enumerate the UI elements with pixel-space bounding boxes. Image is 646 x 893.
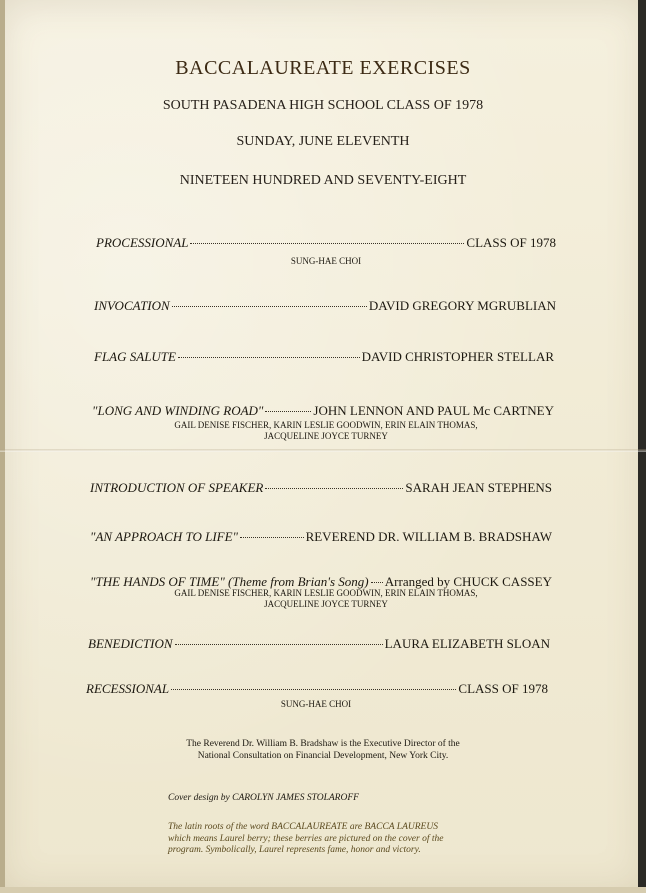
item-label: "AN APPROACH TO LIFE" [90, 529, 239, 544]
item-performer: DAVID CHRISTOPHER STELLAR [361, 349, 554, 364]
year-line: NINETEEN HUNDRED AND SEVENTY-EIGHT [179, 173, 467, 188]
subname-line: JACQUELINE JOYCE TURNEY [264, 599, 388, 609]
speaker-note [0, 738, 646, 762]
leader-dots [265, 488, 403, 489]
item-label: BENEDICTION [88, 636, 173, 651]
subname-line: JACQUELINE JOYCE TURNEY [264, 431, 388, 441]
subname-line: GAIL DENISE FISCHER, KARIN LESLIE GOODWIN, ERIN ELAIN THOMAS, [174, 420, 478, 430]
subname-line: SUNG-HAE CHOI [280, 699, 352, 709]
speaker-note-line: The Reverend Dr. William B. Bradshaw is the Executive Director of the [186, 739, 460, 749]
item-subnames [136, 420, 516, 442]
item-subnames [186, 699, 446, 710]
subname-line: GAIL DENISE FISCHER, KARIN LESLIE GOODWIN, ERIN ELAIN THOMAS, [174, 588, 478, 598]
program-item-processional [96, 235, 556, 251]
subname-line: SUNG-HAE CHOI [290, 256, 362, 266]
item-performer: DAVID GREGORY MGRUBLIAN [368, 298, 556, 313]
item-label: "LONG AND WINDING ROAD" [92, 403, 264, 418]
program-item-flag-salute [94, 349, 554, 365]
program-title: BACCALAUREATE EXERCISES [175, 57, 471, 79]
item-performer: LAURA ELIZABETH SLOAN [384, 636, 550, 651]
item-performer: SARAH JEAN STEPHENS [405, 480, 552, 495]
item-subnames [136, 588, 516, 610]
paper-fold-line [0, 449, 646, 452]
item-label: PROCESSIONAL [96, 235, 189, 250]
program-item-an-approach-to-life [90, 529, 552, 545]
word-origin-line: program. Symbolically, Laurel represents fame, honor and victory. [168, 845, 421, 855]
item-label: INTRODUCTION OF SPEAKER [90, 480, 264, 495]
item-performer: REVEREND DR. WILLIAM B. BRADSHAW [305, 529, 552, 544]
program-item-introduction-of-speaker [90, 480, 552, 496]
item-performer: JOHN LENNON AND PAUL Mc CARTNEY [313, 403, 554, 418]
item-performer: CLASS OF 1978 [466, 235, 556, 250]
leader-dots [371, 582, 383, 583]
program-item-long-and-winding-road [92, 403, 554, 419]
date-line: SUNDAY, JUNE ELEVENTH [236, 134, 410, 149]
leader-dots [175, 644, 383, 645]
item-performer: Arranged by CHUCK CASSEY [384, 574, 552, 589]
cover-credit: Cover design by CAROLYN JAMES STOLAROFF [168, 793, 359, 803]
item-performer: CLASS OF 1978 [458, 681, 548, 696]
item-label: RECESSIONAL [86, 681, 170, 696]
word-origin-line: which means Laurel berry; these berries are pictured on the cover of the [168, 833, 444, 844]
program-item-recessional [86, 681, 548, 697]
leader-dots [265, 411, 311, 412]
paper-edge-bottom [0, 887, 646, 893]
item-label: INVOCATION [94, 298, 170, 313]
item-label: FLAG SALUTE [94, 349, 176, 364]
program-item-benediction [88, 636, 550, 652]
leader-dots [172, 306, 367, 307]
item-subnames [196, 256, 456, 267]
leader-dots [190, 243, 464, 244]
leader-dots [178, 357, 360, 358]
program-item-invocation [94, 298, 556, 314]
word-origin-note [168, 822, 468, 857]
item-label: "THE HANDS OF TIME" (Theme from Brian's Song) [90, 574, 369, 589]
word-origin-line: The latin roots of the word BACCALAUREATE are BACCA LAUREUS [168, 822, 438, 832]
leader-dots [171, 689, 456, 690]
school-line: SOUTH PASADENA HIGH SCHOOL CLASS OF 1978 [162, 98, 484, 113]
leader-dots [240, 537, 304, 538]
speaker-note-line: National Consultation on Financial Development, New York City. [197, 751, 449, 761]
